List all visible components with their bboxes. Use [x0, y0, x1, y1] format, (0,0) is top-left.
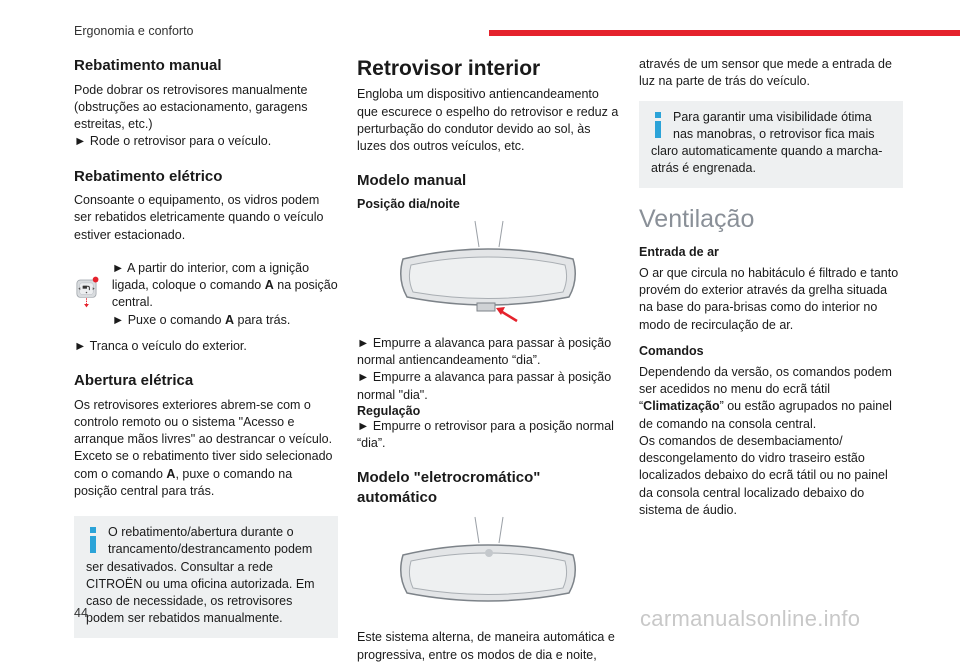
electric-folding-steps — [112, 256, 338, 330]
manual-folding-text: Pode dobrar os retrovisores manualmente (obstruções ao estacionamento, garagens estreitas, etc.) — [74, 82, 308, 131]
step-text: na posição central. — [111, 278, 338, 310]
adjustment-step: ► Empurre o retrovisor para a posição normal “dia”. — [357, 418, 614, 450]
heading-controls: Comandos — [639, 343, 704, 358]
page-number: 44 — [74, 606, 88, 620]
heading-electric-opening: Abertura elétrica — [74, 372, 194, 389]
heading-ventilation: Ventilação — [639, 204, 755, 233]
auto-model-continued: através de um sensor que mede a entrada de luz na parte de trás do veículo. — [639, 57, 892, 89]
manual-folding-step: ► Rode o retrovisor para o veículo. — [74, 134, 272, 149]
info-icon — [651, 112, 665, 138]
electrochromic-mirror-illustration — [393, 513, 583, 619]
interior-mirror-intro: Engloba um dispositivo antiencandeamento que escurece o espelho do retrovisor e reduz a perturbação do condutor devido ao sol, às luzes dos outros veículos, etc. — [357, 87, 619, 153]
step-text: ► Puxe o comando — [111, 312, 225, 327]
header-accent-bar — [489, 30, 960, 36]
info-note-text: O rebatimento/abertura durante o trancamento/destrancamento podem ser desativados. Consultar a rede CITROËN ou uma oficina autorizada. Em caso de necessidade, os retrovisores podem ser rebatidos manualmente. — [86, 525, 315, 626]
watermark-text: carmanualsonline.info — [640, 606, 861, 631]
column-middle — [357, 56, 619, 664]
heading-manual-folding: Rebatimento manual — [74, 57, 222, 74]
info-note-text: Para garantir uma visibilidade ótima nas manobras, o retrovisor fica mais claro automaticamente quando a marcha-atrás é engrenada. — [651, 109, 883, 176]
controls-text-part: Dependendo da versão, os comandos podem ser acedidos no menu do ecrã tátil “ — [639, 364, 892, 414]
info-note-folding — [74, 516, 338, 638]
controls-text-part: ” ou estão agrupados no painel de comando na consola central. — [639, 399, 892, 431]
info-note-reverse — [639, 101, 903, 188]
electric-folding-step-lock: ► Tranca o veículo do exterior. — [74, 338, 247, 353]
defrost-text: Os comandos de desembaciamento/ descongelamento do vidro traseiro estão localizados debaixo do ecrã tátil ou no painel da consola central localizado debaixo do sistema de áudio. — [639, 433, 888, 517]
column-left — [74, 56, 338, 638]
controls-text — [639, 364, 903, 433]
manual-mirror-illustration — [393, 217, 583, 325]
step-text: para trás. — [234, 312, 291, 327]
mirror-switch-illustration — [74, 256, 102, 330]
heading-day-night: Posição dia/noite — [357, 196, 460, 211]
opening-text-part: , puxe o comando na posição central para trás. — [74, 466, 293, 498]
control-letter: A — [264, 278, 274, 292]
heading-electric-folding: Rebatimento elétrico — [74, 167, 223, 185]
night-position-step: ► Empurre a alavanca para passar à posição normal antiencandeamento “dia”. — [357, 335, 612, 367]
auto-model-text: Este sistema alterna, de maneira automática e progressiva, entre os modos de dia e noite, — [357, 630, 615, 662]
step-text: ► A partir do interior, com a ignição ligada, coloque o comando — [111, 260, 310, 292]
heading-interior-mirror: Retrovisor interior — [357, 57, 541, 80]
climate-menu-label: Climatização — [643, 399, 720, 414]
air-intake-text: O ar que circula no habitáculo é filtrado e tanto provém do exterior através da grelha situada na base do para-brisas como do interior no modo de recirculação de ar. — [639, 265, 899, 332]
heading-air-intake: Entrada de ar — [639, 244, 719, 259]
control-letter: A — [224, 312, 235, 327]
info-icon — [86, 527, 100, 553]
heading-manual-model: Modelo manual — [357, 172, 467, 190]
column-right — [639, 56, 903, 519]
electric-opening-text — [74, 397, 338, 501]
section-header: Ergonomia e conforto — [74, 24, 194, 38]
mirror-switch-figure-row — [74, 256, 338, 330]
opening-text-part: Os retrovisores exteriores abrem-se com o controlo remoto ou o sistema "Acesso e arranque mãos livres" ao destrancar o veículo. Exceto se o rebatimento tiver sido selecionado com o comando — [74, 397, 333, 481]
heading-adjustment: Regulação — [357, 403, 421, 418]
day-position-step: ► Empurre a alavanca para passar à posição normal "dia". — [357, 370, 612, 402]
electric-folding-text: Consoante o equipamento, os vidros podem ser rebatidos eletricamente quando o veículo estiver estacionado. — [74, 193, 324, 242]
control-letter: A — [166, 466, 176, 481]
heading-auto-model: Modelo "eletrocromático" automático — [357, 469, 541, 506]
